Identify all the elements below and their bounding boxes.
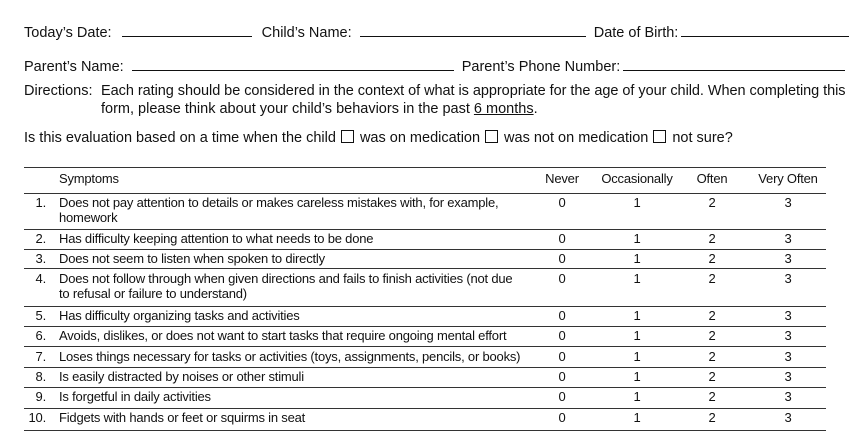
rating-option[interactable]: 3 — [784, 389, 792, 404]
rating-option[interactable]: 1 — [633, 410, 641, 425]
rating-option[interactable]: 3 — [784, 410, 792, 425]
rating-option[interactable]: 2 — [708, 410, 716, 425]
not-sure-checkbox[interactable] — [653, 130, 666, 143]
table-rule — [24, 306, 826, 307]
rating-option[interactable]: 0 — [558, 410, 566, 425]
rating-option[interactable]: 2 — [708, 251, 716, 266]
rating-option[interactable]: 0 — [558, 389, 566, 404]
rating-option[interactable]: 3 — [784, 328, 792, 343]
not-on-medication-label: was not on medication — [504, 130, 649, 146]
directions-line-2-end: . — [533, 101, 538, 117]
rating-option[interactable]: 2 — [708, 349, 716, 364]
rating-option[interactable]: 0 — [558, 271, 566, 286]
symptom-text: Is easily distracted by noises or other stimuli — [59, 369, 304, 384]
rating-option[interactable]: 1 — [633, 195, 641, 210]
column-header-symptoms: Symptoms — [59, 171, 119, 186]
directions-line-2-text: form, please think about your child’s behaviors in the past — [101, 101, 474, 117]
symptom-text: Loses things necessary for tasks or activities (toys, assignments, pencils, or books) — [59, 349, 521, 364]
rating-option[interactable]: 1 — [633, 308, 641, 323]
directions-line-1: Each rating should be considered in the context of what is appropriate for the age of your child. When completing this — [101, 83, 846, 99]
rating-option[interactable]: 3 — [784, 195, 792, 210]
header-row-2 — [24, 56, 845, 75]
table-rule — [24, 408, 826, 409]
rating-option[interactable]: 1 — [633, 231, 641, 246]
rating-option[interactable]: 0 — [558, 195, 566, 210]
table-rule — [24, 249, 826, 250]
symptom-text: Avoids, dislikes, or does not want to start tasks that require ongoing mental effort — [59, 328, 507, 343]
rating-option[interactable]: 0 — [558, 349, 566, 364]
directions-period: 6 months — [473, 101, 534, 117]
childs-name-label: Child’s Name: — [261, 25, 352, 41]
row-number: 6. — [35, 328, 46, 343]
row-number: 10. — [28, 410, 46, 425]
parents-name-label: Parent’s Name: — [24, 59, 124, 75]
dob-label: Date of Birth: — [593, 25, 679, 41]
parents-name-field[interactable] — [132, 56, 454, 71]
rating-option[interactable]: 3 — [784, 231, 792, 246]
table-rule — [24, 193, 826, 194]
rating-option[interactable]: 2 — [708, 389, 716, 404]
rating-option[interactable]: 0 — [558, 251, 566, 266]
rating-option[interactable]: 3 — [784, 308, 792, 323]
rating-option[interactable]: 1 — [633, 369, 641, 384]
table-rule — [24, 229, 826, 230]
rating-option[interactable]: 2 — [708, 369, 716, 384]
symptom-text: Does not pay attention to details or makes careless mistakes with, for example, — [59, 195, 499, 210]
directions-label: Directions: — [24, 83, 93, 99]
symptom-text: Does not follow through when given directions and fails to finish activities (not due — [59, 271, 513, 286]
table-rule — [24, 430, 826, 431]
todays-date-field[interactable] — [122, 22, 252, 37]
column-header-occasionally: Occasionally — [601, 171, 673, 186]
column-header-never: Never — [545, 171, 579, 186]
parents-phone-label: Parent’s Phone Number: — [461, 59, 621, 75]
rating-option[interactable]: 1 — [633, 349, 641, 364]
rating-option[interactable]: 0 — [558, 231, 566, 246]
evaluation-question: Is this evaluation based on a time when the child — [24, 130, 336, 146]
evaluation-question-row — [24, 130, 733, 146]
row-number: 7. — [35, 349, 46, 364]
row-number: 3. — [35, 251, 46, 266]
todays-date-label: Today’s Date: — [24, 25, 112, 41]
column-header-often: Often — [696, 171, 728, 186]
rating-option[interactable]: 2 — [708, 328, 716, 343]
childs-name-field[interactable] — [360, 22, 586, 37]
rating-option[interactable]: 3 — [784, 349, 792, 364]
not-on-medication-checkbox[interactable] — [485, 130, 498, 143]
rating-option[interactable]: 2 — [708, 195, 716, 210]
symptom-text: Has difficulty organizing tasks and activities — [59, 308, 300, 323]
parents-phone-field[interactable] — [623, 56, 845, 71]
rating-option[interactable]: 1 — [633, 271, 641, 286]
rating-option[interactable]: 0 — [558, 328, 566, 343]
symptom-text: Has difficulty keeping attention to what needs to be done — [59, 231, 374, 246]
rating-option[interactable]: 2 — [708, 231, 716, 246]
row-number: 5. — [35, 308, 46, 323]
rating-option[interactable]: 0 — [558, 369, 566, 384]
symptom-text: homework — [59, 210, 118, 225]
table-rule — [24, 268, 826, 269]
symptom-text: Fidgets with hands or feet or squirms in seat — [59, 410, 306, 425]
row-number: 4. — [35, 271, 46, 286]
table-rule — [24, 167, 826, 168]
rating-option[interactable]: 0 — [558, 308, 566, 323]
not-sure-label: not sure? — [672, 130, 733, 146]
header-row-1 — [24, 22, 849, 41]
symptom-text: Does not seem to listen when spoken to directly — [59, 251, 325, 266]
row-number: 2. — [35, 231, 46, 246]
row-number: 9. — [35, 389, 46, 404]
rating-option[interactable]: 1 — [633, 251, 641, 266]
symptom-text: to refusal or failure to understand) — [59, 286, 247, 301]
directions-line-2 — [101, 101, 538, 117]
rating-option[interactable]: 1 — [633, 389, 641, 404]
rating-option[interactable]: 3 — [784, 251, 792, 266]
column-header-very-often: Very Often — [758, 171, 818, 186]
table-rule — [24, 387, 826, 388]
rating-option[interactable]: 2 — [708, 308, 716, 323]
symptom-text: Is forgetful in daily activities — [59, 389, 211, 404]
row-number: 8. — [35, 369, 46, 384]
on-medication-label: was on medication — [359, 130, 481, 146]
table-rule — [24, 367, 826, 368]
dob-field[interactable] — [681, 22, 849, 37]
table-rule — [24, 326, 826, 327]
table-rule — [24, 346, 826, 347]
rating-option[interactable]: 3 — [784, 271, 792, 286]
rating-option[interactable]: 3 — [784, 369, 792, 384]
rating-option[interactable]: 1 — [633, 328, 641, 343]
on-medication-checkbox[interactable] — [341, 130, 354, 143]
row-number: 1. — [35, 195, 46, 210]
rating-option[interactable]: 2 — [708, 271, 716, 286]
